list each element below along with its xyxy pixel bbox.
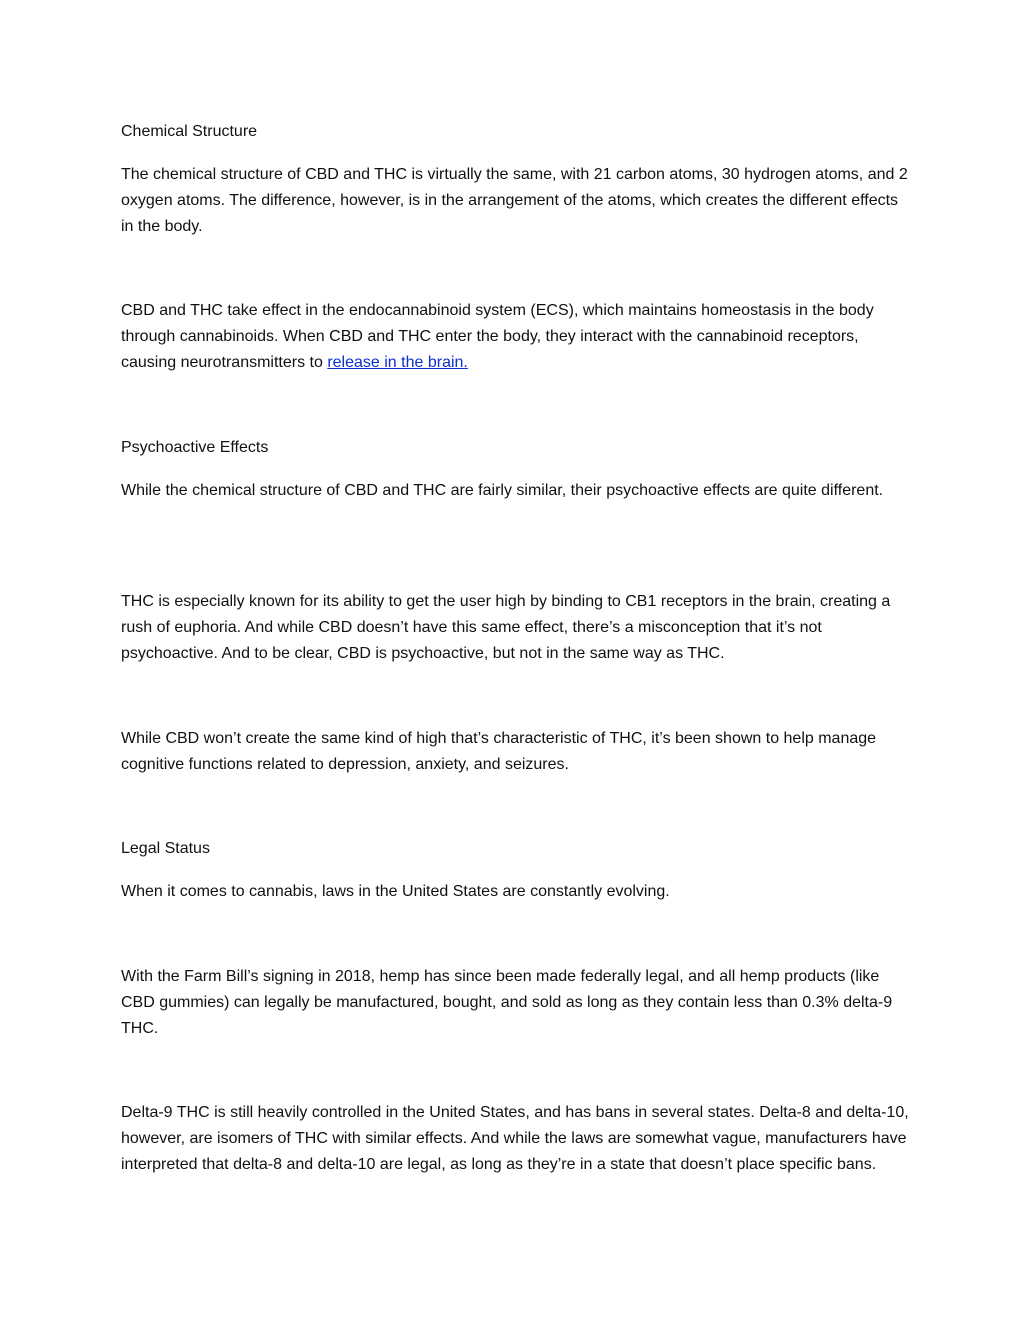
paragraph-ecs-text: CBD and THC take effect in the endocannabinoid system (ECS), which maintains homeostasis in the body through cannabinoids. When CBD and THC enter the body, they interact with the cannabinoid receptors, causing neurotransmitters to <box>121 302 874 371</box>
heading-psychoactive-effects: Psychoactive Effects <box>121 439 269 456</box>
paragraph-thc-high: THC is especially known for its ability to get the user high by binding to CB1 receptors in the brain, creating a rush of euphoria. And while CBD doesn’t have this same effect, there’s a misconception that it’s not psychoactive. And to be clear, CBD is psychoactive, but not in the same way as THC. <box>121 593 891 662</box>
release-in-brain-link[interactable]: release in the brain. <box>327 354 468 371</box>
paragraph-delta-isomers: Delta-9 THC is still heavily controlled in the United States, and has bans in several states. Delta-8 and delta-10, however, are isomers of THC with similar effects. And while the laws are somewhat vague, manufacturers have interpreted that delta-8 and delta-10 are legal, as long as they’re in a state that doesn’t place specific bans. <box>121 1104 909 1173</box>
paragraph-psychoactive-intro: While the chemical structure of CBD and THC are fairly similar, their psychoactive effects are quite different. <box>121 482 884 499</box>
paragraph-chemical-structure: The chemical structure of CBD and THC is virtually the same, with 21 carbon atoms, 30 hydrogen atoms, and 2 oxygen atoms. The difference, however, is in the arrangement of the atoms, which creates the different effects in the body. <box>121 166 908 235</box>
paragraph-cbd-cognitive: While CBD won’t create the same kind of high that’s characteristic of THC, it’s been shown to help manage cognitive functions related to depression, anxiety, and seizures. <box>121 730 877 773</box>
paragraph-cannabis-laws: When it comes to cannabis, laws in the United States are constantly evolving. <box>121 883 670 900</box>
paragraph-ecs <box>121 298 911 376</box>
heading-legal-status: Legal Status <box>121 840 210 857</box>
paragraph-farm-bill: With the Farm Bill’s signing in 2018, hemp has since been made federally legal, and all hemp products (like CBD gummies) can legally be manufactured, bought, and sold as long as they contain less than 0.3% delta-9 THC. <box>121 968 893 1037</box>
heading-chemical-structure: Chemical Structure <box>121 123 258 140</box>
